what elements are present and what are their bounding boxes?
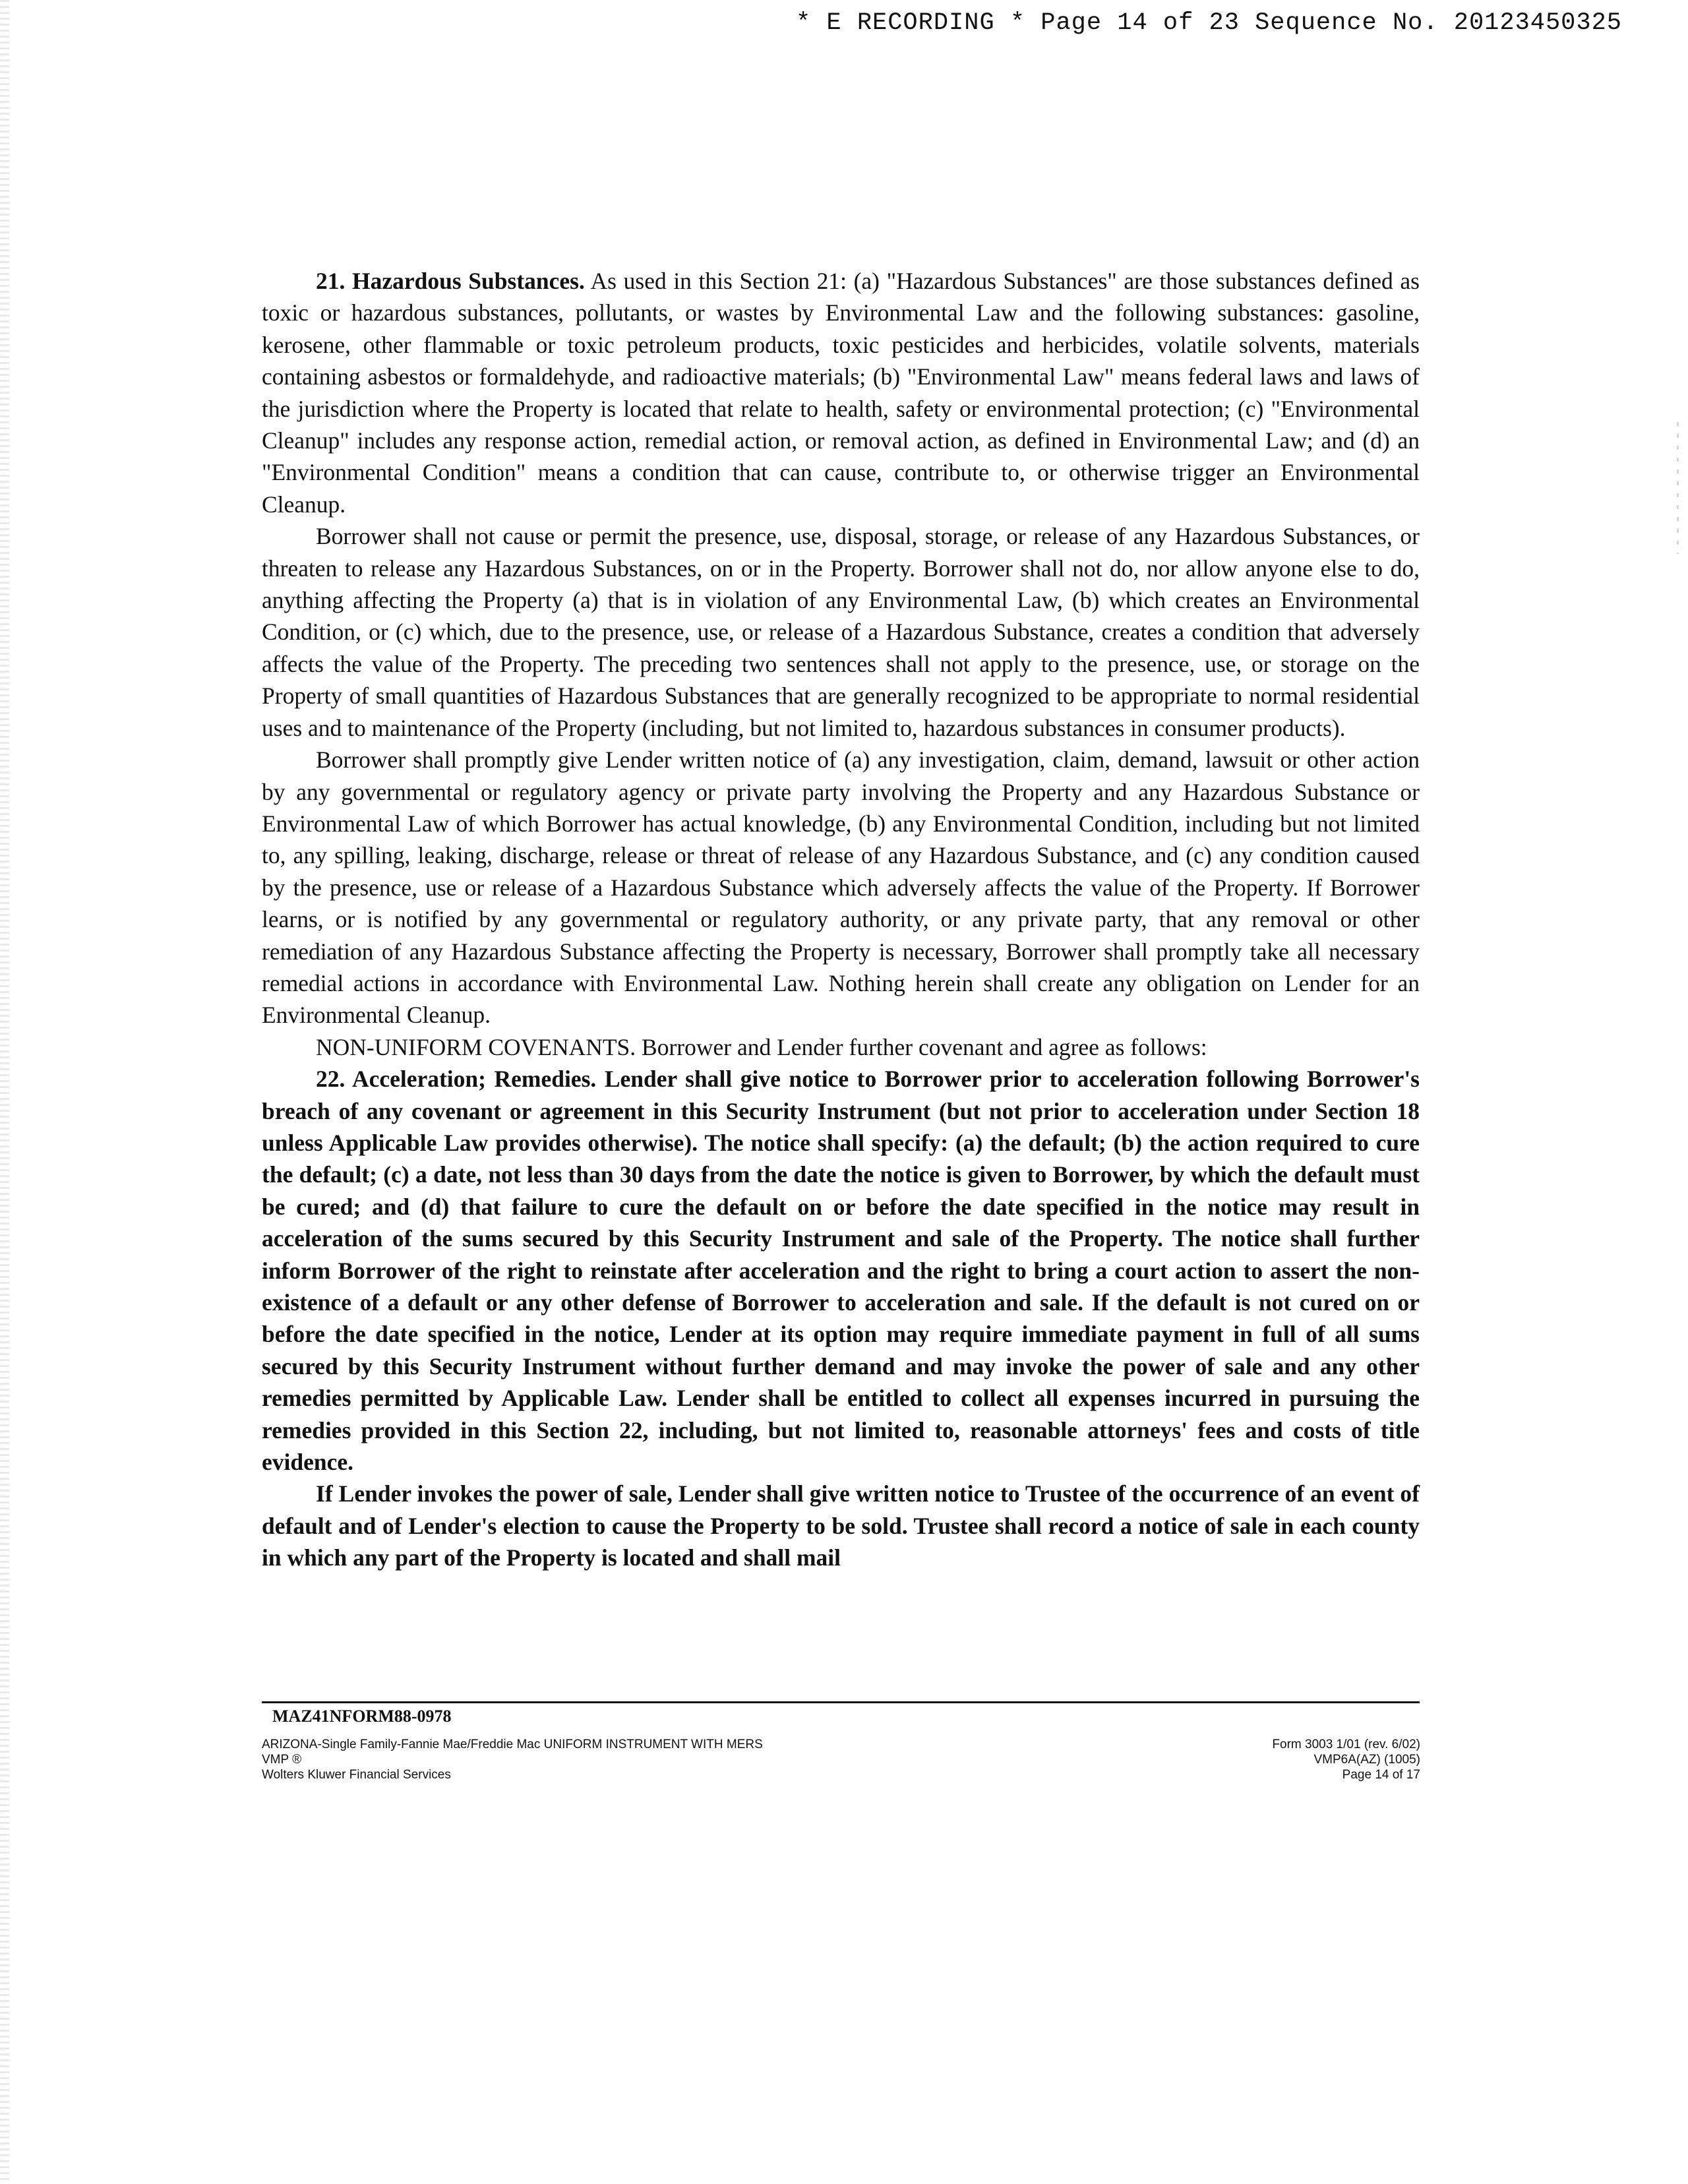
- section-22-paragraph-1: [262, 1063, 1420, 1478]
- non-uniform-covenants: NON-UNIFORM COVENANTS. Borrower and Lender further covenant and agree as follows:: [316, 1033, 1207, 1060]
- footer-publisher: Wolters Kluwer Financial Services: [262, 1768, 451, 1782]
- scan-edge-artifact-right: [1677, 422, 1679, 554]
- footer-divider: [262, 1701, 1420, 1703]
- scan-edge-artifact: [0, 0, 9, 2184]
- section-21-paragraph-3: Borrower shall promptly give Lender written notice of (a) any investigation, claim, demand, lawsuit or other action by any governmental or regulatory agency or private party involving the Property and any Hazardous Substance or Environmental Law of which Borrower has actual knowledge, (b) any Environmental Condition, including but not limited to, any spilling, leaking, discharge, release or threat of release of any Hazardous Substance, and (c) any condition caused by the presence, use or release of a Hazardous Substance which adversely affects the value of the Property. If Borrower learns, or is notified by any governmental or regulatory authority, or any private party, that any removal or other remediation of any Hazardous Substance affecting the Property is necessary, Borrower shall promptly take all necessary remedial actions in accordance with Environmental Law. Nothing herein shall create any obligation on Lender for an Environmental Cleanup.: [262, 746, 1420, 1029]
- document-body: [262, 265, 1420, 1574]
- section-21-paragraph-1: [262, 265, 1420, 520]
- section-21-paragraph-2: Borrower shall not cause or permit the presence, use, disposal, storage, or release of any Hazardous Substances, or threaten to release any Hazardous Substances, on or in the Property. Borrower shall not do, nor allow anyone else to do, anything affecting the Property (a) that is in violation of any Environmental Law, (b) which creates an Environmental Condition, or (c) which, due to the presence, use, or release of a Hazardous Substance, creates a condition that adversely affects the value of the Property. The preceding two sentences shall not apply to the presence, use, or storage on the Property of small quantities of Hazardous Substances that are generally recognized to be appropriate to normal residential uses and to maintenance of the Property (including, but not limited to, hazardous substances in consumer products).: [262, 523, 1420, 741]
- footer-form-number: Form 3003 1/01 (rev. 6/02): [1272, 1738, 1420, 1751]
- footer-instrument-title: ARIZONA-Single Family-Fannie Mae/Freddie Mac UNIFORM INSTRUMENT WITH MERS: [262, 1738, 763, 1751]
- footer-vmp-mark: VMP ®: [262, 1753, 302, 1767]
- footer-left-block: [262, 1737, 763, 1782]
- footer-page-number: Page 14 of 17: [1342, 1768, 1420, 1782]
- footer-form-code: MAZ41NFORM88-0978: [272, 1707, 452, 1726]
- footer-vmp-code: VMP6A(AZ) (1005): [1313, 1753, 1420, 1767]
- section-21-paragraph-1-text: As used in this Section 21: (a) "Hazardous Substances" are those substances defined as toxic or hazardous substances, pollutants, or wastes by Environmental Law and the following substances: gasoline, kerosene, other flammable or toxic petroleum products, toxic pesticides and herbicides, volatile solvents, materials containing asbestos or formaldehyde, and radioactive materials; (b) "Environmental Law" means federal laws and laws of the jurisdiction where the Property is located that relate to health, safety or environmental protection; (c) "Environmental Cleanup" includes any response action, remedial action, or removal action, as defined in Environmental Law; and (d) an "Environmental Condition" means a condition that can cause, contribute to, or otherwise trigger an Environmental Cleanup.: [262, 268, 1420, 518]
- section-22-paragraph-2: If Lender invokes the power of sale, Lender shall give written notice to Trustee of the occurrence of an event of default and of Lender's election to cause the Property to be sold. Trustee shall record a notice of sale in each county in which any part of the Property is located and shall mail: [262, 1480, 1420, 1571]
- section-22-heading: 22. Acceleration; Remedies.: [316, 1066, 597, 1093]
- recording-header: * E RECORDING * Page 14 of 23 Sequence No. 20123450325: [796, 9, 1622, 37]
- section-22-paragraph-1-text: Lender shall give notice to Borrower prior to acceleration following Borrower's breach of any covenant or agreement in this Security Instrument (but not prior to acceleration under Section 18 unless Applicable Law provides otherwise). The notice shall specify: (a) the default; (b) the action required to cure the default; (c) a date, not less than 30 days from the date the notice is given to Borrower, by which the default must be cured; and (d) that failure to cure the default on or before the date specified in the notice may result in acceleration of the sums secured by this Security Instrument and sale of the Property. The notice shall further inform Borrower of the right to reinstate after acceleration and the right to bring a court action to assert the non-existence of a default or any other defense of Borrower to acceleration and sale. If the default is not cured on or before the date specified in the notice, Lender at its option may require immediate payment in full of all sums secured by this Security Instrument without further demand and may invoke the power of sale and any other remedies permitted by Applicable Law. Lender shall be entitled to collect all expenses incurred in pursuing the remedies provided in this Section 22, including, but not limited to, reasonable attorneys' fees and costs of title evidence.: [262, 1066, 1420, 1476]
- footer-right-block: [1272, 1737, 1420, 1782]
- section-21-heading: 21. Hazardous Substances.: [316, 268, 585, 294]
